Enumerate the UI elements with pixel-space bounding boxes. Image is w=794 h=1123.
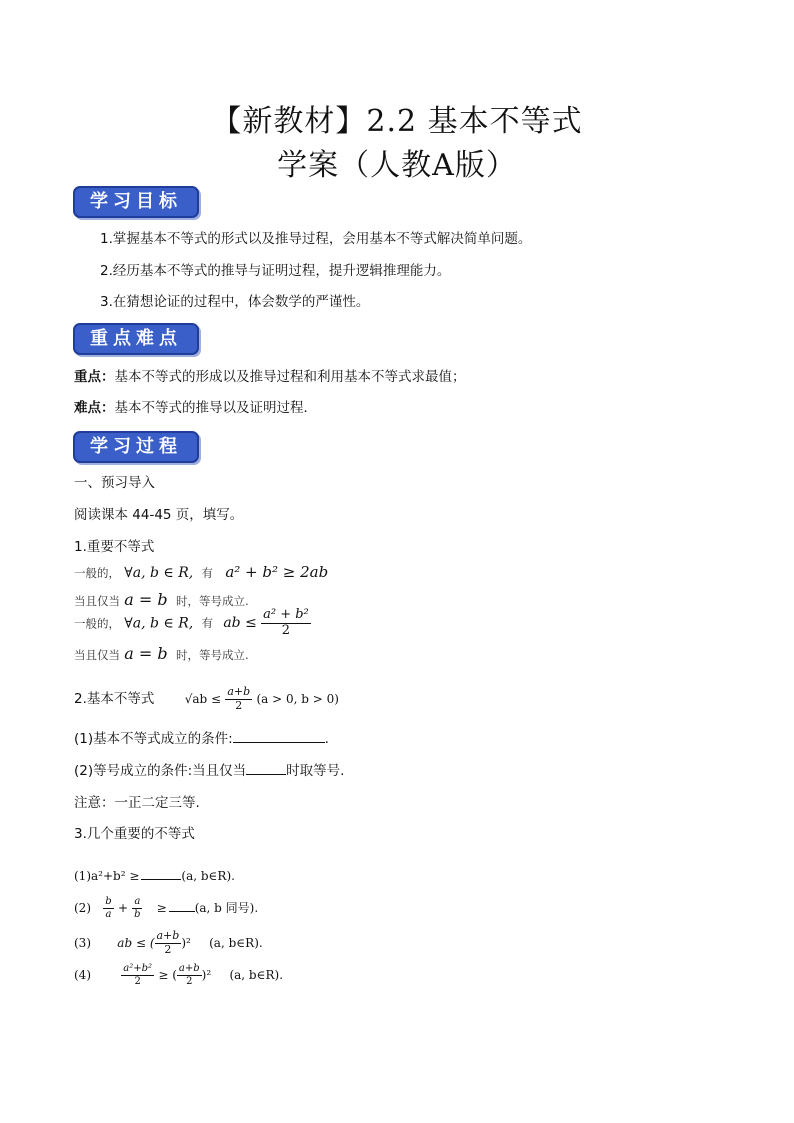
fraction-denominator: 2 <box>235 698 243 712</box>
basic-condition: (a > 0, b > 0) <box>256 692 339 707</box>
ex3-suffix: (a, b∈R). <box>209 936 263 951</box>
ex4-mid: ≥ ( <box>158 968 177 982</box>
ex2-suffix: (a, b 同号). <box>194 901 259 915</box>
reading-instruction: 阅读课本 44-45 页，填写。 <box>74 507 244 523</box>
example-1 <box>74 867 235 885</box>
section-badge-goals: 学习目标 <box>73 186 199 218</box>
ex1-prefix: (1)a²+b² ≥ <box>74 869 140 883</box>
key-point-line <box>74 368 466 386</box>
goal-item: 1.掌握基本不等式的形式以及推导过程，会用基本不等式解决简单问题。 <box>100 231 532 247</box>
key-text: 基本不等式的形成以及推导过程和利用基本不等式求最值； <box>114 369 466 385</box>
doc-title-line2: 学案（人教A版） <box>277 148 517 183</box>
item3-title: 3.几个重要的不等式 <box>74 826 195 842</box>
sqrt-ab-leq: √ab ≤ <box>184 692 222 707</box>
ex4-suffix: (a, b∈R). <box>229 968 284 982</box>
difficult-text: 基本不等式的推导以及证明过程． <box>114 400 317 416</box>
cond1-end: . <box>324 731 329 747</box>
general-prefix: 一般的， <box>74 566 120 580</box>
fill-blank[interactable] <box>246 774 286 775</box>
ex2-geq: ≥ <box>156 901 167 915</box>
item1-title: 1.重要不等式 <box>74 539 155 555</box>
ex4-right: )² <box>201 968 212 982</box>
fraction-aplusb-over-2 <box>155 930 182 956</box>
cond2-suffix: 时取等号. <box>286 763 345 779</box>
fraction-denominator: b <box>134 908 141 920</box>
fraction-denominator: 2 <box>281 622 291 638</box>
fraction-numerator: a+b <box>156 929 180 942</box>
equality-condition-2 <box>74 645 249 664</box>
fraction-a2b2-over-2 <box>261 608 311 639</box>
fraction-denominator: 2 <box>164 942 172 956</box>
fill-blank[interactable] <box>233 742 325 743</box>
forall-text: ∀a, b ∈ R, <box>124 615 194 632</box>
ex1-suffix: (a, b∈R). <box>181 869 235 883</box>
fraction-numerator: a+b <box>227 685 251 698</box>
key-label: 重点： <box>74 369 115 385</box>
fraction-a2b2-over-2 <box>121 963 154 987</box>
ex4-prefix: (4) <box>74 968 91 982</box>
fill-blank[interactable] <box>141 879 181 880</box>
ineq-a2-b2-geq-2ab: a² + b² ≥ 2ab <box>225 563 329 581</box>
fraction-denominator: 2 <box>186 975 193 987</box>
general-ineq-line-1 <box>74 563 328 582</box>
you-text: 有 <box>201 566 214 580</box>
dangqie-suffix: 时，等号成立. <box>175 648 249 662</box>
ex2-plus: + <box>118 901 129 915</box>
dangqie-suffix: 时，等号成立. <box>175 594 249 608</box>
fraction-numerator: a²+b² <box>123 963 153 974</box>
fraction-denominator: 2 <box>134 975 141 987</box>
ineq-ab-leq: ab ≤ <box>223 615 257 632</box>
example-3 <box>74 930 263 956</box>
fraction-numerator: a <box>134 896 141 907</box>
example-2 <box>74 896 258 920</box>
section-badge-key-points: 重点难点 <box>73 323 199 355</box>
cond1-text: (1)基本不等式成立的条件: <box>74 731 233 747</box>
fraction-b-over-a <box>103 896 113 920</box>
dangqie-prefix: 当且仅当 <box>74 648 120 662</box>
eq-a-b: a = b <box>124 644 168 663</box>
fraction-denominator: a <box>105 908 112 920</box>
item2-basic-inequality <box>74 686 339 712</box>
fraction-a-over-b <box>132 896 142 920</box>
ex2-prefix: (2) <box>74 901 91 915</box>
ex3-right: )² <box>181 936 191 951</box>
ex3-left: ab ≤ ( <box>117 936 155 951</box>
dangqie-prefix: 当且仅当 <box>74 594 120 608</box>
forall-text: ∀a, b ∈ R, <box>124 565 194 581</box>
cond2-prefix: (2)等号成立的条件:当且仅当 <box>74 763 247 779</box>
doc-title-line1: 【新教材】2.2 基本不等式 <box>211 104 583 139</box>
section-badge-process: 学习过程 <box>73 431 199 463</box>
fraction-numerator: b <box>105 896 112 907</box>
fraction-aplusb-over-2 <box>177 963 202 987</box>
general-ineq-line-2 <box>74 608 311 639</box>
example-4 <box>74 963 283 987</box>
ex3-prefix: (3) <box>74 936 91 951</box>
goal-item: 2.经历基本不等式的推导与证明过程，提升逻辑推理能力。 <box>100 263 451 279</box>
part1-heading: 一、预习导入 <box>74 475 155 491</box>
eq-a-b: a = b <box>124 590 168 609</box>
difficult-point-line <box>74 399 317 417</box>
general-prefix: 一般的， <box>74 616 120 631</box>
fraction-aplusb-over-2 <box>225 686 252 712</box>
fraction-numerator: a+b <box>178 963 200 974</box>
you-text: 有 <box>201 616 214 631</box>
fraction-numerator: a² + b² <box>263 607 309 622</box>
goal-item: 3.在猜想论证的过程中，体会数学的严谨性。 <box>100 294 370 310</box>
note-line: 注意：一正二定三等. <box>74 795 200 811</box>
fill-blank[interactable] <box>169 911 195 912</box>
condition-1-line <box>74 730 329 748</box>
item2-title: 2.基本不等式 <box>74 691 155 708</box>
condition-2-line <box>74 762 344 780</box>
difficult-label: 难点： <box>74 400 115 416</box>
